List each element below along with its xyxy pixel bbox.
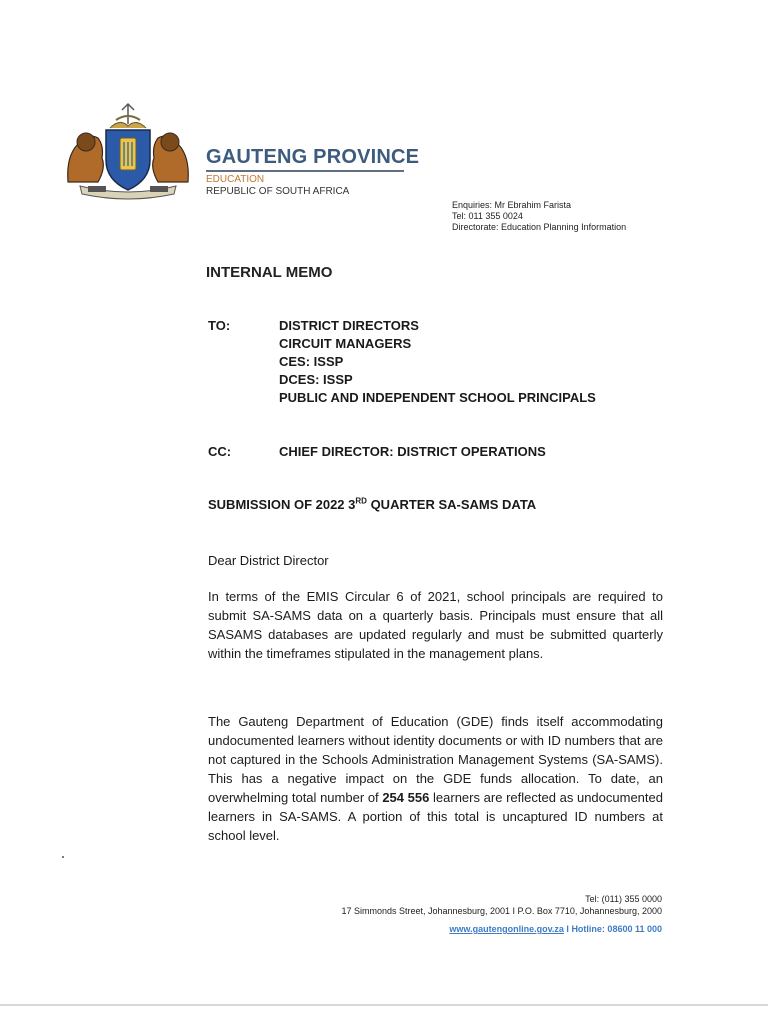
to-item: DISTRICT DIRECTORS xyxy=(279,318,419,333)
enquiries-block xyxy=(452,200,626,233)
scan-edge-line xyxy=(0,1004,768,1006)
cc-value: CHIEF DIRECTOR: DISTRICT OPERATIONS xyxy=(279,444,546,459)
paragraph-2 xyxy=(208,712,663,845)
to-list xyxy=(279,317,596,407)
paragraph-2-text: The Gauteng Department of Education (GDE) finds itself accommodating undocumented learners without identity documents or with ID numbers that are not captured in the Schools Administration Management Systems (SA-SAMS). This has a negative impact on the GDE funds allocation. To date, an overwhelming total number of xyxy=(208,714,663,805)
footer-separator: I xyxy=(563,924,572,934)
cc-label: CC: xyxy=(208,444,232,459)
paragraph-2-text-end: learners are reflected as undocumented learners in SA-SAMS. A portion of this total is uncaptured ID numbers at school level. xyxy=(208,790,663,843)
hotline-text: Hotline: 08600 11 000 xyxy=(571,924,662,934)
cc-block xyxy=(208,443,708,461)
enquiries-directorate: Directorate: Education Planning Information xyxy=(452,222,627,232)
paragraph-1: In terms of the EMIS Circular 6 of 2021, school principals are required to submit SA-SAMS data on a quarterly basis. Principals must ensure that all SASAMS databases are updated regularly and must be submitted quarterly within the timeframes stipulated in the management plans. xyxy=(208,589,663,661)
memo-subject xyxy=(208,497,536,512)
subject-suffix: QUARTER SA-SAMS DATA xyxy=(366,497,537,512)
subject-prefix: SUBMISSION OF 2022 3 xyxy=(208,497,356,512)
footer-links xyxy=(449,924,662,934)
org-department: EDUCATION xyxy=(206,174,265,185)
salutation: Dear District Director xyxy=(208,553,329,568)
learner-count: 254 556 xyxy=(382,790,430,805)
to-item: CES: ISSP xyxy=(279,354,344,369)
to-block xyxy=(208,317,708,407)
org-divider xyxy=(206,170,404,172)
org-country: REPUBLIC OF SOUTH AFRICA xyxy=(206,186,350,197)
enquiries-contact: Enquiries: Mr Ebrahim Farista xyxy=(452,200,572,210)
coat-of-arms-icon xyxy=(58,102,198,200)
website-link[interactable]: www.gautengonline.gov.za xyxy=(449,924,564,934)
to-label: TO: xyxy=(208,318,231,333)
scan-speck xyxy=(62,856,64,858)
to-item: DCES: ISSP xyxy=(279,372,353,387)
org-header xyxy=(206,146,419,198)
footer-street: 17 Simmonds Street, Johannesburg, 2001 I P.O. Box 7710, Johannesburg, 2000 xyxy=(341,906,662,916)
org-name: GAUTENG PROVINCE xyxy=(206,146,420,168)
footer-address xyxy=(341,893,662,917)
subject-superscript: RD xyxy=(355,496,367,506)
memo-title: INTERNAL MEMO xyxy=(206,264,333,281)
to-item: PUBLIC AND INDEPENDENT SCHOOL PRINCIPALS xyxy=(279,390,596,405)
footer-tel: Tel: (011) 355 0000 xyxy=(585,894,662,904)
to-item: CIRCUIT MANAGERS xyxy=(279,336,412,351)
enquiries-tel: Tel: 011 355 0024 xyxy=(452,211,523,221)
